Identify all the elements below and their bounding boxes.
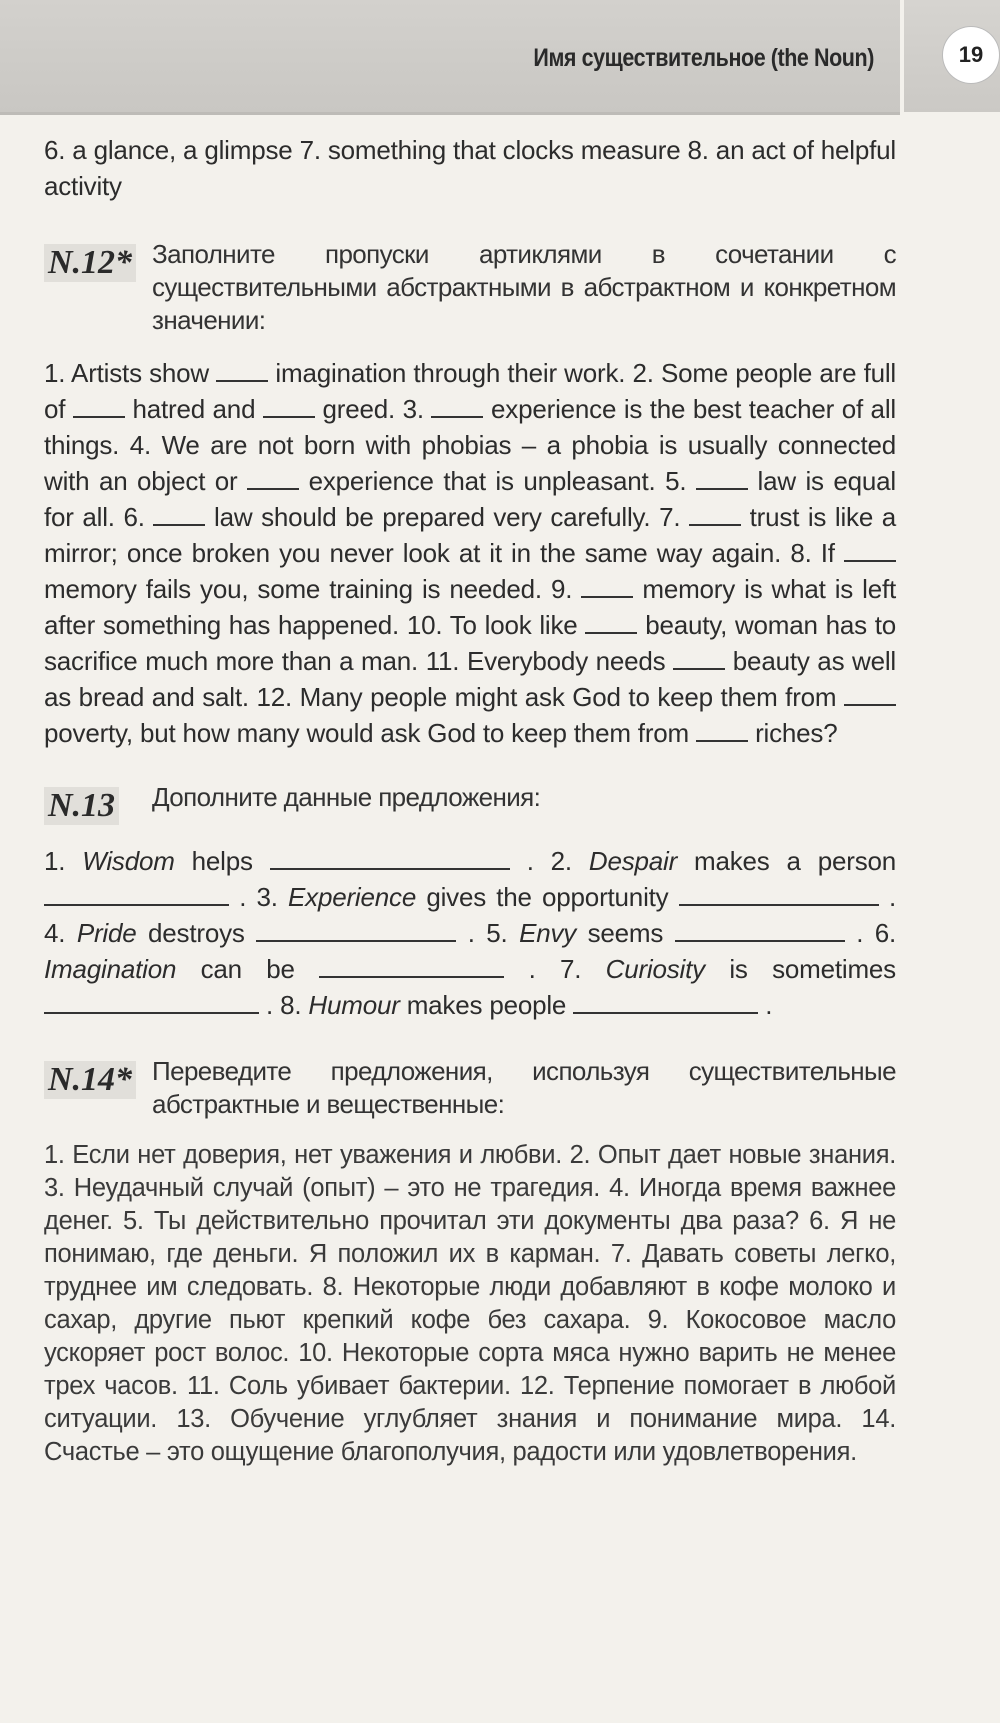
answer-blank[interactable]: [44, 884, 229, 906]
ex12-segment: greed. 3.: [322, 394, 424, 424]
item-text: seems: [587, 918, 664, 948]
ex12-segment: poverty, but how many would ask God to keep them from: [44, 718, 690, 748]
item-number: . 5.: [467, 918, 508, 948]
ex12-segment: memory fails you, some training is needed. 9.: [44, 574, 573, 604]
answer-blank[interactable]: [319, 956, 504, 978]
exercise-12-text: [44, 355, 896, 751]
page-header: [0, 0, 900, 115]
page-content: [44, 132, 896, 1469]
answer-blank[interactable]: [679, 884, 879, 906]
item-text: is sometimes: [729, 954, 896, 984]
item-keyword: Pride: [76, 918, 137, 948]
item-text: can be: [200, 954, 295, 984]
answer-blank[interactable]: [216, 360, 268, 382]
item-keyword: Experience: [288, 882, 417, 912]
item-end-period: .: [765, 990, 773, 1020]
exercise-12-header: [44, 238, 896, 337]
exercise-14-instruction: Переведите предложения, используя существительные абстрактные и вещественные:: [152, 1056, 896, 1119]
answer-blank[interactable]: [581, 576, 633, 598]
answer-blank[interactable]: [689, 504, 741, 526]
item-text: helps: [191, 846, 253, 876]
item-keyword: Imagination: [44, 954, 177, 984]
item-text: makes people: [406, 990, 567, 1020]
answer-blank[interactable]: [247, 468, 299, 490]
exercise-12-instruction: Заполните пропуски артиклями в сочетании с существительными абстрактными в абстрактном и конкретном значении:: [152, 239, 896, 335]
item-number: . 6.: [856, 918, 897, 948]
answer-blank[interactable]: [153, 504, 205, 526]
answer-blank[interactable]: [263, 396, 315, 418]
ex12-segment: trust is like a mirror; once broken you never look at it in the same way again. 8. If: [44, 502, 896, 568]
answer-blank[interactable]: [696, 720, 748, 742]
answer-blank[interactable]: [675, 920, 845, 942]
item-text: destroys: [148, 918, 245, 948]
exercise-13-header: [44, 781, 896, 825]
item-number: . 7.: [528, 954, 582, 984]
item-keyword: Envy: [519, 918, 577, 948]
item-keyword: Despair: [588, 846, 678, 876]
answer-blank[interactable]: [673, 648, 725, 670]
chapter-title: Имя существительное (the Noun): [533, 44, 874, 72]
ex12-segment: memory is what is left after something has happened. 10. To look like: [44, 574, 896, 640]
answer-blank[interactable]: [270, 848, 510, 870]
answer-blank[interactable]: [431, 396, 483, 418]
item-text: makes a person: [694, 846, 897, 876]
answer-blank[interactable]: [844, 540, 896, 562]
ex12-segment: imagination through their work. 2. Some people are full of: [44, 358, 897, 424]
exercise-14-text: 1. Если нет доверия, нет уважения и любви. 2. Опыт дает новые знания. 3. Неудачный случай (опыт) – это не трагедия. 4. Иногда время важнее денег. 5. Ты действительно прочитал эти документы два раза? 6. Я не понимаю, где деньги. Я положил их в карман. 7. Давать советы легко, труднее им следовать. 8. Некоторые люди добавляют в кофе молоко и сахар, другие пьют крепкий кофе без сахара. 9. Кокосовое масло ускоряет рост волос. 10. Некоторые сорта мяса нужно варить не менее трех часов. 11. Соль убивает бактерии. 12. Терпение помогает в любой ситуации. 13. Обучение углубляет знания и понимание мира. 14. Счастье – это ощущение благополучия, радости или удовлетворения.: [44, 1141, 896, 1466]
ex12-segment: beauty, woman has to sacrifice much more than a man. 11. Everybody needs: [44, 610, 897, 676]
item-number: . 3.: [239, 882, 278, 912]
answer-blank[interactable]: [44, 992, 259, 1014]
intro-paragraph: 6. a glance, a glimpse 7. something that clocks measure 8. an act of helpful activity: [44, 135, 896, 201]
exercise-13-text: [44, 843, 896, 1023]
exercise-13-number-label: N.13: [44, 787, 119, 825]
item-keyword: Humour: [308, 990, 400, 1020]
ex12-segment: hatred and: [132, 394, 256, 424]
exercise-12-number-label: N.12*: [44, 244, 136, 282]
answer-blank[interactable]: [696, 468, 748, 490]
answer-blank[interactable]: [585, 612, 637, 634]
ex12-segment: law is equal for all. 6.: [44, 466, 896, 532]
exercise-14-header: [44, 1055, 896, 1121]
item-keyword: Curiosity: [605, 954, 705, 984]
exercise-14-number: [44, 1055, 152, 1099]
ex12-segment: riches?: [755, 718, 838, 748]
ex12-segment: 1. Artists show: [44, 358, 209, 388]
answer-blank[interactable]: [73, 396, 125, 418]
page-number: 19: [943, 27, 999, 83]
item-number: . 4.: [44, 882, 896, 948]
exercise-12-number: [44, 238, 152, 282]
answer-blank[interactable]: [844, 684, 896, 706]
ex12-segment: experience that is unpleasant. 5.: [308, 466, 687, 496]
item-number: 1.: [44, 846, 66, 876]
item-text: gives the opportunity: [426, 882, 669, 912]
item-number: . 8.: [266, 990, 302, 1020]
item-number: . 2.: [526, 846, 572, 876]
ex12-segment: experience is the best teacher of all things. 4. We are not born with phobias – a phobia is usually connected with an object or: [44, 394, 896, 496]
answer-blank[interactable]: [256, 920, 456, 942]
answer-blank[interactable]: [573, 992, 758, 1014]
exercise-13-number: [44, 781, 152, 825]
item-keyword: Wisdom: [82, 846, 175, 876]
ex12-segment: beauty as well as bread and salt. 12. Many people might ask God to keep them from: [44, 646, 896, 712]
exercise-14-number-label: N.14*: [44, 1061, 136, 1099]
exercise-13-instruction: Дополните данные предложения:: [152, 782, 541, 812]
ex12-segment: law should be prepared very carefully. 7.: [214, 502, 681, 532]
